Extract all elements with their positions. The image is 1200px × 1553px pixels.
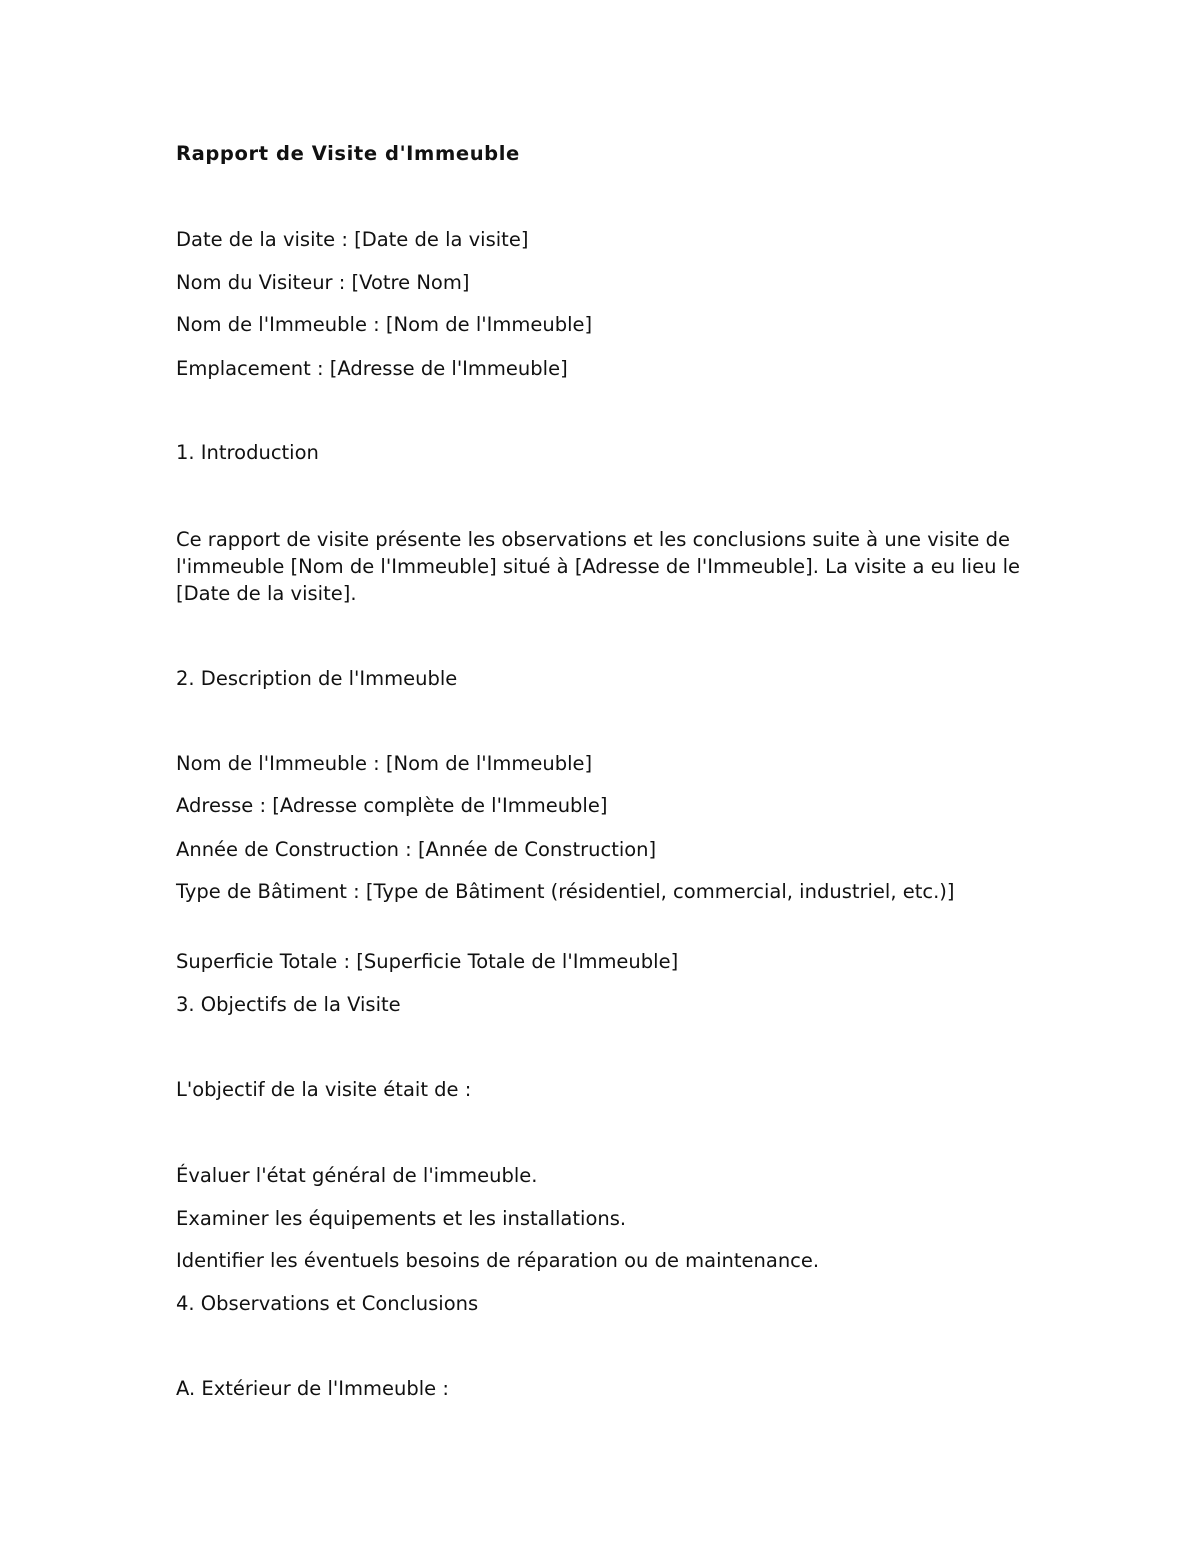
description-item: Nom de l'Immeuble : [Nom de l'Immeuble] [176, 752, 593, 775]
section-objectives-heading: 3. Objectifs de la Visite [176, 993, 401, 1016]
section-observations-heading: 4. Observations et Conclusions [176, 1292, 479, 1315]
objectives-intro: L'objectif de la visite était de : [176, 1078, 472, 1101]
description-item: Adresse : [Adresse complète de l'Immeuble] [176, 794, 608, 817]
visitor-name-line: Nom du Visiteur : [Votre Nom] [176, 271, 470, 294]
objective-item: Identifier les éventuels besoins de réparation ou de maintenance. [176, 1249, 820, 1272]
description-item: Type de Bâtiment : [Type de Bâtiment (résidentiel, commercial, industriel, etc.)] [176, 880, 955, 903]
section-description-heading: 2. Description de l'Immeuble [176, 667, 458, 690]
location-line: Emplacement : [Adresse de l'Immeuble] [176, 357, 568, 380]
observations-subheading: A. Extérieur de l'Immeuble : [176, 1377, 449, 1400]
description-item: Superficie Totale : [Superficie Totale de l'Immeuble] [176, 950, 679, 973]
introduction-paragraph: Ce rapport de visite présente les observations et les conclusions suite à une visite de l'immeuble [Nom de l'Immeuble] situé à [Adresse de l'Immeuble]. La visite a eu lieu le [Date de la visite]. [176, 528, 1021, 605]
visit-date-line: Date de la visite : [Date de la visite] [176, 228, 529, 251]
building-name-line: Nom de l'Immeuble : [Nom de l'Immeuble] [176, 313, 593, 336]
section-introduction-heading: 1. Introduction [176, 441, 319, 464]
description-item: Année de Construction : [Année de Construction] [176, 838, 657, 861]
objective-item: Évaluer l'état général de l'immeuble. [176, 1164, 538, 1187]
document-title: Rapport de Visite d'Immeuble [176, 142, 520, 165]
objective-item: Examiner les équipements et les installations. [176, 1207, 627, 1230]
